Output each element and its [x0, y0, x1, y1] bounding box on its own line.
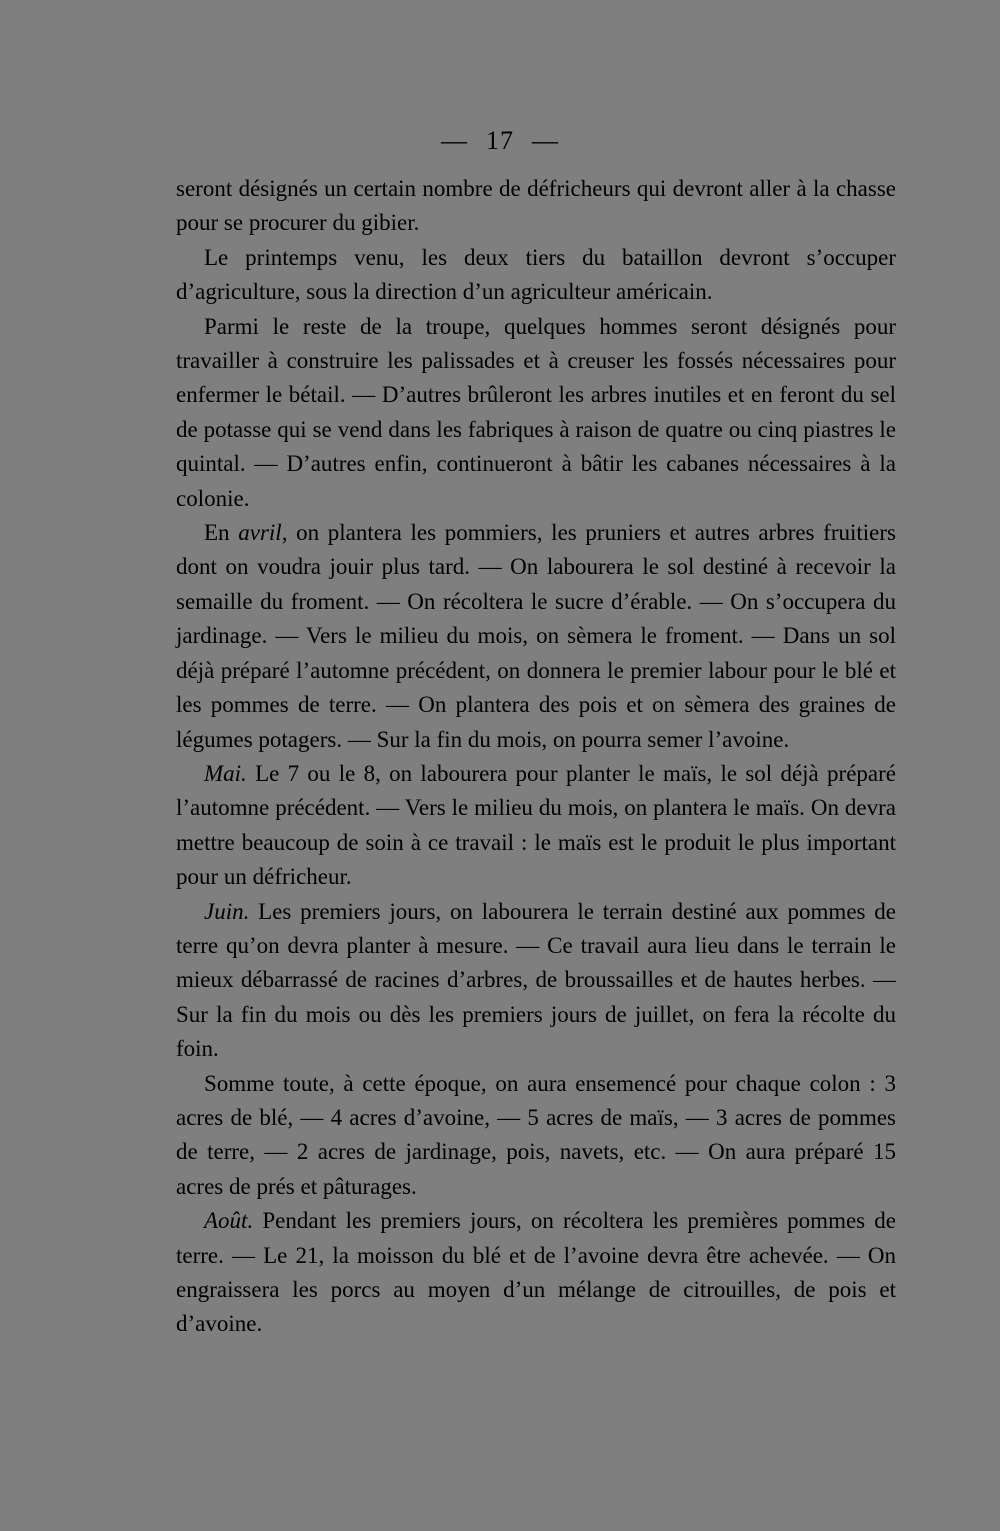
month-heading-august: Août.: [204, 1208, 254, 1234]
paragraph-text: Parmi le reste de la troupe, quelques hommes seront désignés pour travailler à construire les palissades et à creuser les fossés nécessaires pour enfermer le bétail. — D’autres brûleront les arbres inutiles et en feront du sel de potasse qui se vend dans les fabriques à raison de quatre ou cinq piastres le quintal. — D’autres enfin, continueront à bâtir les cabanes nécessaires à la colonie.: [176, 313, 896, 511]
month-heading-may: Mai.: [204, 760, 247, 786]
paragraph-text: Pendant les premiers jours, on récoltera les premières pommes de terre. — Le 21, la moisson du blé et de l’avoine devra être achevée. — On engraissera les porcs au moyen d’un mélange de citrouilles, de pois et d’avoine.: [176, 1208, 896, 1337]
paragraph: [176, 172, 896, 241]
paragraph-summary: [176, 1067, 896, 1205]
month-heading-june: Juin.: [204, 898, 250, 924]
paragraph: [176, 516, 896, 757]
paragraph: [176, 241, 896, 310]
paragraph-text: Les premiers jours, on labourera le terrain destiné aux pommes de terre qu’on devra planter à mesure. — Ce travail aura lieu dans le terrain le mieux débarrassé de racines d’arbres, de broussailles et de hautes herbes. — Sur la fin du mois ou dès les premiers jours de juillet, on fera la récolte du foin.: [176, 898, 896, 1062]
paragraph-text: Somme toute, à cette époque, on aura ensemencé pour chaque colon : 3 acres de blé, — 4 acres d’avoine, — 5 acres de maïs, — 3 acres de pommes de terre, — 2 acres de jardinage, pois, navets, etc. — On aura préparé 15 acres de prés et pâturages.: [176, 1070, 896, 1199]
page-number-header: [0, 126, 1000, 156]
paragraph-text: En avril, on plantera les pommiers, les pruniers et autres arbres fruitiers dont on voudra jouir plus tard. — On labourera le sol destiné à recevoir la semaille du froment. — On récoltera le sucre d’érable. — On s’occupera du jardinage. — Vers le milieu du mois, on sèmera le froment. — Dans un sol déjà préparé l’automne précédent, on donnera le premier labour pour le blé et les pommes de terre. — On plantera des pois et on sèmera des graines de légumes potagers. — Sur la fin du mois, on pourra semer l’avoine.: [176, 520, 896, 752]
paragraph-text: Le 7 ou le 8, on labourera pour planter le maïs, le sol déjà préparé l’automne précédent. — Vers le milieu du mois, on plantera le maïs. On devra mettre beaucoup de soin à ce travail : le maïs est le produit le plus important pour un défricheur.: [176, 760, 896, 890]
paragraph: [176, 310, 896, 516]
page-number-dash-right: —: [532, 126, 559, 155]
paragraph-may: [176, 757, 896, 895]
paragraph-text: Le printemps venu, les deux tiers du bataillon devront s’occuper d’agriculture, sous la direction d’un agriculteur américain.: [176, 244, 896, 305]
page-number-dash-left: —: [441, 126, 468, 155]
body-text: [176, 172, 896, 1342]
paragraph-august: [176, 1204, 896, 1342]
page-number: 17: [486, 126, 514, 155]
paragraph-text: seront désignés un certain nombre de défricheurs qui devront aller à la chasse pour se procurer du gibier.: [176, 176, 896, 236]
paragraph-june: [176, 895, 896, 1067]
